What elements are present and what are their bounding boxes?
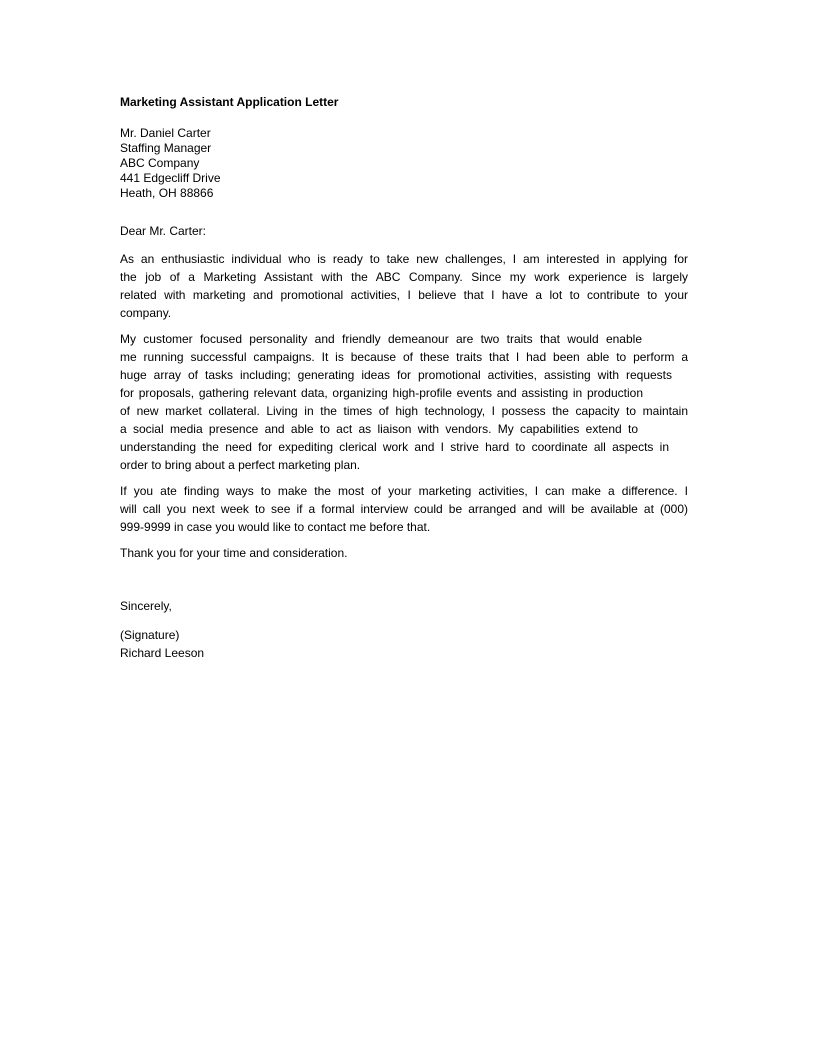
paragraph-skills bbox=[120, 330, 688, 474]
paragraph-line: for proposals, gathering relevant data, organizing high-profile events and assisting in production bbox=[120, 386, 643, 400]
recipient-address bbox=[120, 126, 688, 201]
paragraph-line: understanding the need for expediting clerical work and I strive hard to coordinate all aspects in bbox=[120, 440, 669, 454]
paragraph-line: 999-9999 in case you would like to contact me before that. bbox=[120, 520, 431, 534]
paragraph-line: huge array of tasks including; generating ideas for promotional activities, assisting with requests bbox=[120, 368, 672, 382]
thanks-line: Thank you for your time and consideration. bbox=[120, 546, 348, 560]
paragraph-line: related with marketing and promotional activities, I believe that I have a lot to contribute to your bbox=[120, 288, 688, 302]
recipient-position: Staffing Manager bbox=[120, 141, 212, 155]
recipient-company: ABC Company bbox=[120, 156, 200, 170]
paragraph-line: a social media presence and able to act as liaison with vendors. My capabilities extend to bbox=[120, 422, 638, 436]
paragraph-line: the job of a Marketing Assistant with the ABC Company. Since my work experience is largely bbox=[120, 270, 688, 284]
recipient-name: Mr. Daniel Carter bbox=[120, 126, 211, 140]
paragraph-line: company. bbox=[120, 306, 172, 320]
letter-page bbox=[120, 95, 688, 662]
paragraph-line: will call you next week to see if a formal interview could be arranged and will be available at (000) bbox=[120, 502, 688, 516]
paragraph-line: My customer focused personality and friendly demeanour are two traits that would enable bbox=[120, 332, 642, 346]
paragraph-intro bbox=[120, 250, 688, 322]
paragraph-line: order to bring about a perfect marketing plan. bbox=[120, 458, 361, 472]
signature-block bbox=[120, 626, 688, 662]
closing-line: Sincerely, bbox=[120, 599, 172, 613]
signature-placeholder: (Signature) bbox=[120, 628, 180, 642]
paragraph-line: As an enthusiastic individual who is ready to take new challenges, I am interested in applying for bbox=[120, 252, 688, 266]
salutation: Dear Mr. Carter: bbox=[120, 224, 207, 238]
paragraph-line: If you ate finding ways to make the most of your marketing activities, I can make a difference. I bbox=[120, 484, 688, 498]
paragraph-line: me running successful campaigns. It is because of these traits that I had been able to perform a bbox=[120, 350, 688, 364]
recipient-street: 441 Edgecliff Drive bbox=[120, 171, 221, 185]
paragraph-line: of new market collateral. Living in the times of high technology, I possess the capacity to maintain bbox=[120, 404, 688, 418]
recipient-city: Heath, OH 88866 bbox=[120, 186, 214, 200]
letter-title: Marketing Assistant Application Letter bbox=[120, 95, 339, 109]
paragraph-closing bbox=[120, 482, 688, 536]
sender-name: Richard Leeson bbox=[120, 646, 205, 660]
